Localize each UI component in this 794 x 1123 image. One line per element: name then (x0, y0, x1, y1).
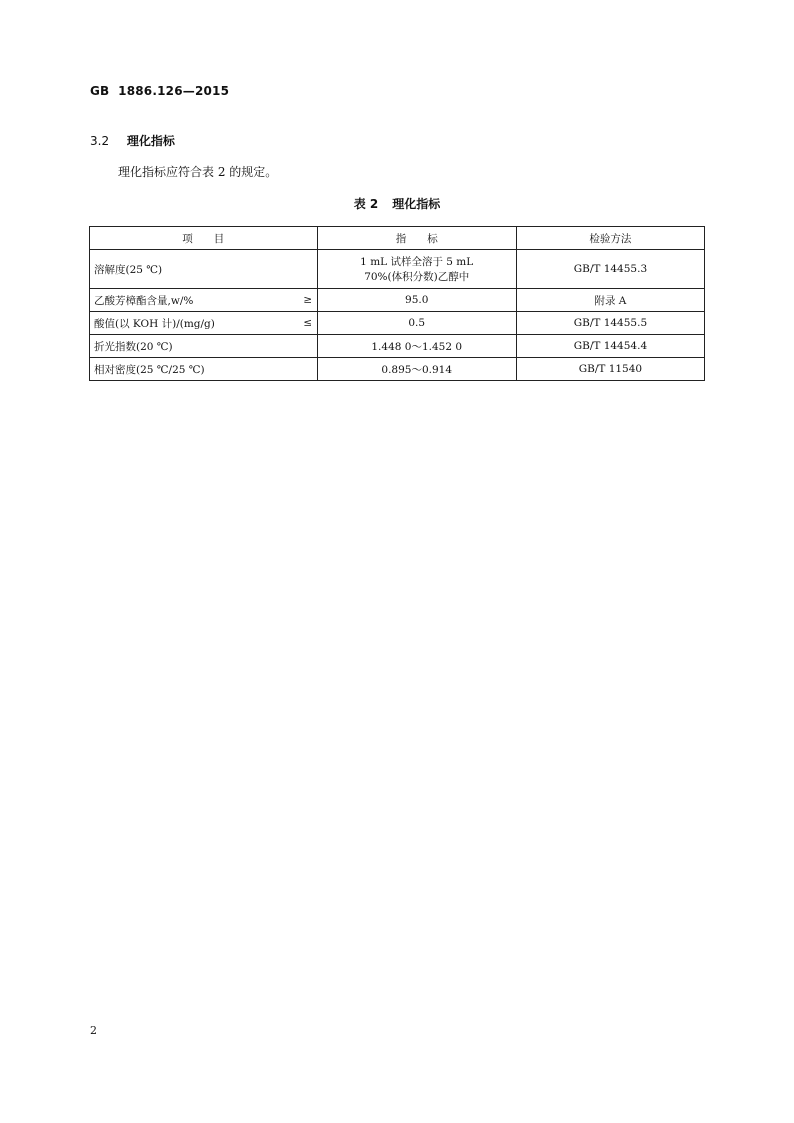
spec-table (89, 226, 705, 381)
header-spec: 指 标 (317, 227, 516, 250)
table-caption (0, 195, 794, 212)
row-method: GB/T 14455.5 (516, 312, 704, 335)
section-paragraph: 理化指标应符合表 2 的规定。 (118, 165, 278, 179)
table-caption-title: 理化指标 (392, 197, 441, 211)
row-item: 酸值(以 KOH 计)/(mg/g) (90, 312, 299, 335)
table-row (90, 358, 705, 381)
row-item: 乙酸芳樟酯含量,w/% (90, 289, 299, 312)
table-row (90, 312, 705, 335)
row-item: 相对密度(25 ℃/25 ℃) (90, 358, 299, 381)
row-symbol (299, 358, 317, 381)
row-spec: 0.895～0.914 (317, 358, 516, 381)
section-title: 理化指标 (126, 134, 175, 148)
row-symbol (299, 335, 317, 358)
page-number: 2 (90, 1024, 97, 1037)
table-row (90, 335, 705, 358)
row-symbol: ≤ (299, 312, 317, 335)
row-method: GB/T 14455.3 (516, 250, 704, 289)
row-method: 附录 A (516, 289, 704, 312)
row-symbol (299, 250, 317, 289)
row-method: GB/T 11540 (516, 358, 704, 381)
table-row (90, 289, 705, 312)
row-symbol: ≥ (299, 289, 317, 312)
row-item: 溶解度(25 ℃) (90, 250, 299, 289)
row-spec: 1.448 0～1.452 0 (317, 335, 516, 358)
table-caption-label: 表 2 (353, 197, 379, 211)
section-number: 3.2 (90, 134, 110, 148)
row-spec-line: 70%(体积分数)乙醇中 (364, 271, 470, 283)
row-spec: 0.5 (317, 312, 516, 335)
header-item: 项 目 (90, 227, 318, 250)
row-method: GB/T 14454.4 (516, 335, 704, 358)
table-row (90, 250, 705, 289)
table-header-row (90, 227, 705, 250)
row-spec-line: 1 mL 试样全溶于 5 mL (360, 256, 474, 268)
section-heading (90, 132, 175, 149)
header-method: 检验方法 (516, 227, 704, 250)
document-header-code: GB 1886.126—2015 (90, 84, 230, 98)
row-item: 折光指数(20 ℃) (90, 335, 299, 358)
row-spec (317, 250, 516, 289)
row-spec: 95.0 (317, 289, 516, 312)
